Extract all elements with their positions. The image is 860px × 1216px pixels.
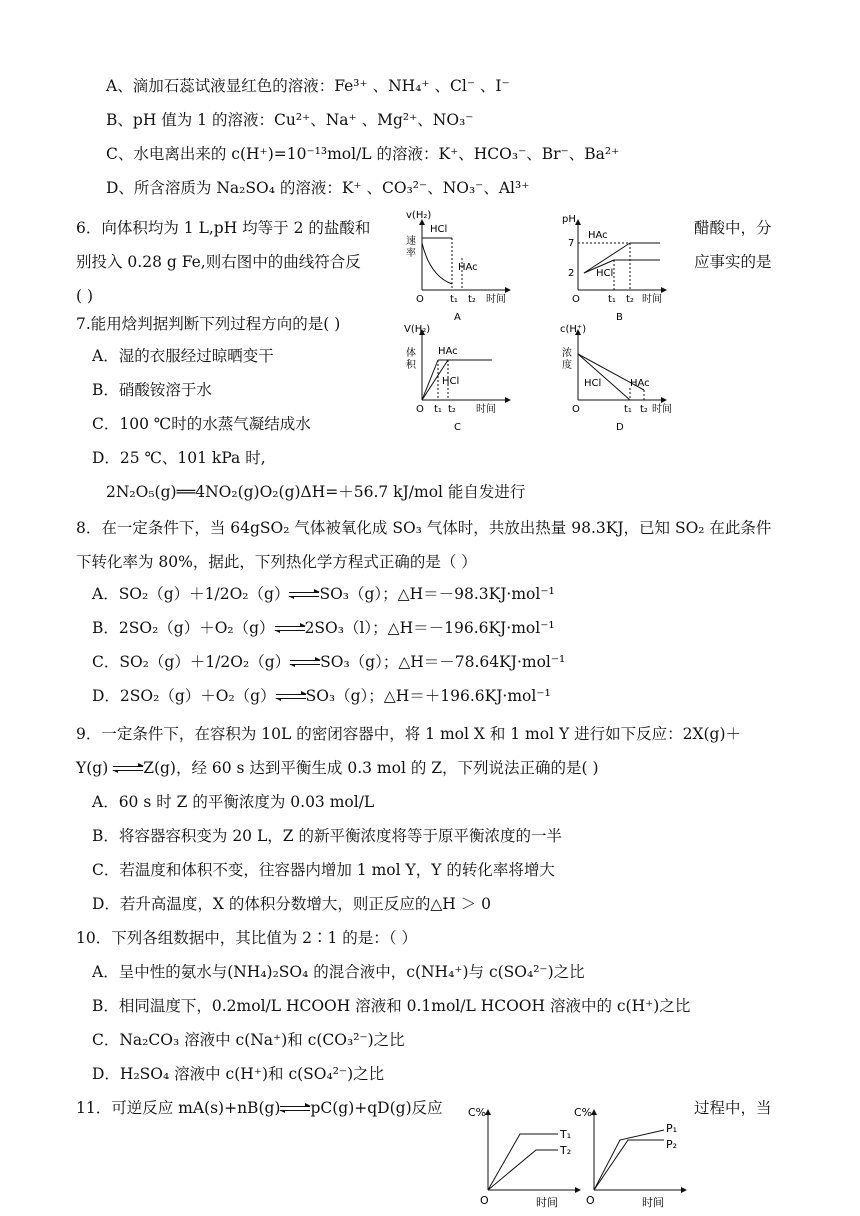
fig-b-y7: 7 [568, 238, 575, 249]
fig-a-ylabel: v(H₂) [406, 210, 432, 221]
fig-d-t2: t₂ [640, 404, 648, 415]
figure-temperature [468, 1106, 580, 1209]
fig-c-line-hac [422, 360, 438, 400]
fig-a-series-hac: HAc [458, 262, 478, 273]
q8-option-b: B．2SO₂（g）＋O₂（g） 2SO₃（l）；△H＝－196.6KJ·mol⁻¹ [92, 619, 555, 637]
q7-option-b: B．硝酸铵溶于水 [92, 381, 212, 399]
q6-figures [400, 210, 690, 433]
fig-e-series-t1: T₁ [560, 1128, 572, 1141]
figure-pressure [574, 1106, 686, 1209]
reversible-arrow-icon [289, 590, 319, 600]
q6-stem-line1: 6．向体积均为 1 L,pH 均等于 2 的盐酸和 [76, 219, 371, 237]
q7-option-c: C．100 ℃时的水蒸气凝结成水 [92, 415, 311, 433]
q10-option-b: B．相同温度下，0.2mol/L HCOOH 溶液和 0.1mol/L HCOOH 溶液中的 c(H⁺)之比 [92, 997, 691, 1015]
fig-b-series-hcl: HCl [596, 268, 614, 279]
figure-c [404, 324, 510, 433]
fig-a-origin: O [416, 294, 424, 305]
q7-option-d-equation: 2N₂O₅(g)══4NO₂(g)O₂(g)ΔH=＋56.7 kJ/mol 能自发进行 [106, 483, 526, 501]
q6-stem-line2-end: 应事实的是 [694, 253, 772, 271]
fig-c-t1: t₁ [434, 404, 442, 415]
fig-f-ylabel: C% [574, 1106, 593, 1119]
fig-d-ylabel: c(H⁺) [560, 324, 587, 335]
fig-d-t1: t₁ [624, 404, 632, 415]
fig-e-line-t2 [488, 1150, 558, 1190]
fig-f-series-p2: P₂ [666, 1138, 678, 1151]
fig-b-y2: 2 [568, 268, 575, 279]
q11-stem: 11．可逆反应 mA(s)+nB(g) pC(g)+qD(g)反应 [76, 1099, 443, 1117]
q7-option-a: A．湿的衣服经过晾晒变干 [92, 347, 274, 365]
fig-c-ylabel-3: 积 [406, 360, 416, 371]
q7-option-d: D．25 ℃、101 kPa 时, [92, 449, 266, 467]
fig-c-xlabel: 时间 [476, 404, 496, 415]
q6-stem-line2: 别投入 0.28 g Fe,则右图中的曲线符合反 [76, 253, 361, 271]
fig-a-series-hcl: HCl [430, 224, 448, 235]
fig-b-origin: O [572, 294, 580, 305]
fig-f-line-p1 [594, 1130, 664, 1190]
q10-option-c: C．Na₂CO₃ 溶液中 c(Na⁺)和 c(CO₃²⁻)之比 [92, 1031, 405, 1049]
figure-d [560, 324, 672, 433]
fig-b-ylabel: pH [562, 214, 576, 225]
fig-a-xlabel: 时间 [486, 294, 506, 305]
q11-figures [462, 1096, 692, 1214]
q10-option-d: D．H₂SO₄ 溶液中 c(H⁺)和 c(SO₄²⁻)之比 [92, 1065, 385, 1083]
fig-c-ylabel-2: 体 [406, 348, 416, 359]
q9-option-d: D．若升高温度，X 的体积分数增大，则正反应的△H ＞ 0 [92, 895, 492, 913]
fig-f-origin: O [586, 1194, 595, 1207]
fig-d-line-hcl [578, 354, 630, 400]
reversible-arrow-icon [280, 1104, 310, 1114]
fig-d-origin: O [572, 404, 580, 415]
fig-a-t2: t₂ [468, 294, 476, 305]
fig-d-ylabel-3: 度 [562, 360, 572, 371]
fig-b-xlabel: 时间 [642, 294, 662, 305]
q8-option-d: D．2SO₂（g）＋O₂（g） SO₃（g）；△H＝＋196.6KJ·mol⁻¹ [92, 687, 551, 705]
q7-stem: 7.能用焓判据判断下列过程方向的是( ) [76, 315, 341, 333]
q8-option-a: A．SO₂（g）＋1/2O₂（g） SO₃（g）；△H＝－98.3KJ·mol⁻¹ [92, 585, 555, 603]
q10-stem: 10．下列各组数据中，其比值为 2∶1 的是：（ ） [76, 929, 417, 947]
q5-option-b: B、pH 值为 1 的溶液：Cu²⁺、Na⁺ 、Mg²⁺、NO₃⁻ [106, 111, 474, 129]
q9-option-b: B．将容器容积变为 20 L，Z 的新平衡浓度将等于原平衡浓度的一半 [92, 827, 562, 845]
fig-a-ylabel-3: 率 [406, 248, 416, 259]
fig-e-series-t2: T₂ [560, 1144, 572, 1157]
q11-stem-end: 过程中，当 [694, 1099, 772, 1117]
fig-f-series-p1: P₁ [666, 1122, 678, 1135]
fig-f-xlabel: 时间 [642, 1196, 664, 1209]
q5-option-d: D、所含溶质为 Na₂SO₄ 的溶液：K⁺ 、CO₃²⁻、NO₃⁻、Al³⁺ [106, 179, 530, 197]
figure-b [562, 214, 666, 323]
fig-d-xlabel: 时间 [652, 404, 672, 415]
q9-stem-line2: Y(g) Z(g)，经 60 s 达到平衡生成 0.3 mol 的 Z，下列说法正确的是( ) [76, 759, 599, 777]
fig-d-series-hcl: HCl [584, 378, 602, 389]
fig-d-caption: D [616, 422, 624, 433]
q8-option-c: C．SO₂（g）＋1/2O₂（g） SO₃（g）；△H＝－78.64KJ·mol⁻¹ [92, 653, 566, 671]
fig-c-ylabel: V(H₂) [404, 324, 431, 335]
fig-a-ylabel-2: 速 [406, 236, 416, 247]
q9-option-a: A．60 s 时 Z 的平衡浓度为 0.03 mol/L [92, 793, 375, 811]
fig-b-caption: B [616, 312, 623, 323]
figure-a [406, 210, 510, 323]
fig-e-origin: O [480, 1194, 489, 1207]
q9-option-c: C．若温度和体积不变，往容器内增加 1 mol Y，Y 的转化率将增大 [92, 861, 555, 879]
fig-c-t2: t₂ [448, 404, 456, 415]
reversible-arrow-icon [276, 692, 306, 702]
q10-option-a: A．呈中性的氨水与(NH₄)₂SO₄ 的混合液中，c(NH₄⁺)与 c(SO₄²⁻)之比 [92, 963, 585, 981]
fig-e-xlabel: 时间 [536, 1196, 558, 1209]
fig-c-series-hcl: HCl [442, 376, 460, 387]
q5-option-c: C、水电离出来的 c(H⁺)=10⁻¹³mol/L 的溶液：K⁺、HCO₃⁻、Br⁻、Ba²⁺ [106, 145, 620, 163]
reversible-arrow-icon [113, 764, 143, 774]
fig-c-caption: C [454, 422, 461, 433]
q6-stem-line1-end: 醋酸中，分 [694, 219, 772, 237]
q5-option-a: A、滴加石蕊试液显红色的溶液：Fe³⁺ 、NH₄⁺ 、Cl⁻ 、I⁻ [106, 77, 510, 95]
reversible-arrow-icon [290, 658, 320, 668]
fig-b-series-hac: HAc [588, 230, 608, 241]
fig-c-origin: O [416, 404, 424, 415]
fig-f-line-p2 [594, 1140, 664, 1190]
fig-a-caption: A [454, 312, 461, 323]
q9-stem-line1: 9．一定条件下，在容积为 10L 的密闭容器中，将 1 mol X 和 1 mol Y 进行如下反应：2X(g)＋ [76, 725, 742, 743]
reversible-arrow-icon [275, 624, 305, 634]
q8-stem-line1: 8．在一定条件下，当 64gSO₂ 气体被氧化成 SO₃ 气体时，共放出热量 98.3KJ，已知 SO₂ 在此条件 [76, 519, 772, 537]
fig-b-t2: t₂ [626, 294, 634, 305]
fig-d-ylabel-2: 浓 [562, 348, 572, 359]
q6-answer-bracket: ( ) [76, 287, 94, 305]
q8-stem-line2: 下转化率为 80%，据此，下列热化学方程式正确的是（ ） [76, 553, 477, 571]
fig-c-series-hac: HAc [438, 346, 458, 357]
fig-a-t1: t₁ [450, 294, 458, 305]
fig-d-series-hac: HAc [630, 378, 650, 389]
fig-b-t1: t₁ [608, 294, 616, 305]
fig-a-curve [422, 243, 452, 284]
fig-e-ylabel: C% [468, 1106, 487, 1119]
